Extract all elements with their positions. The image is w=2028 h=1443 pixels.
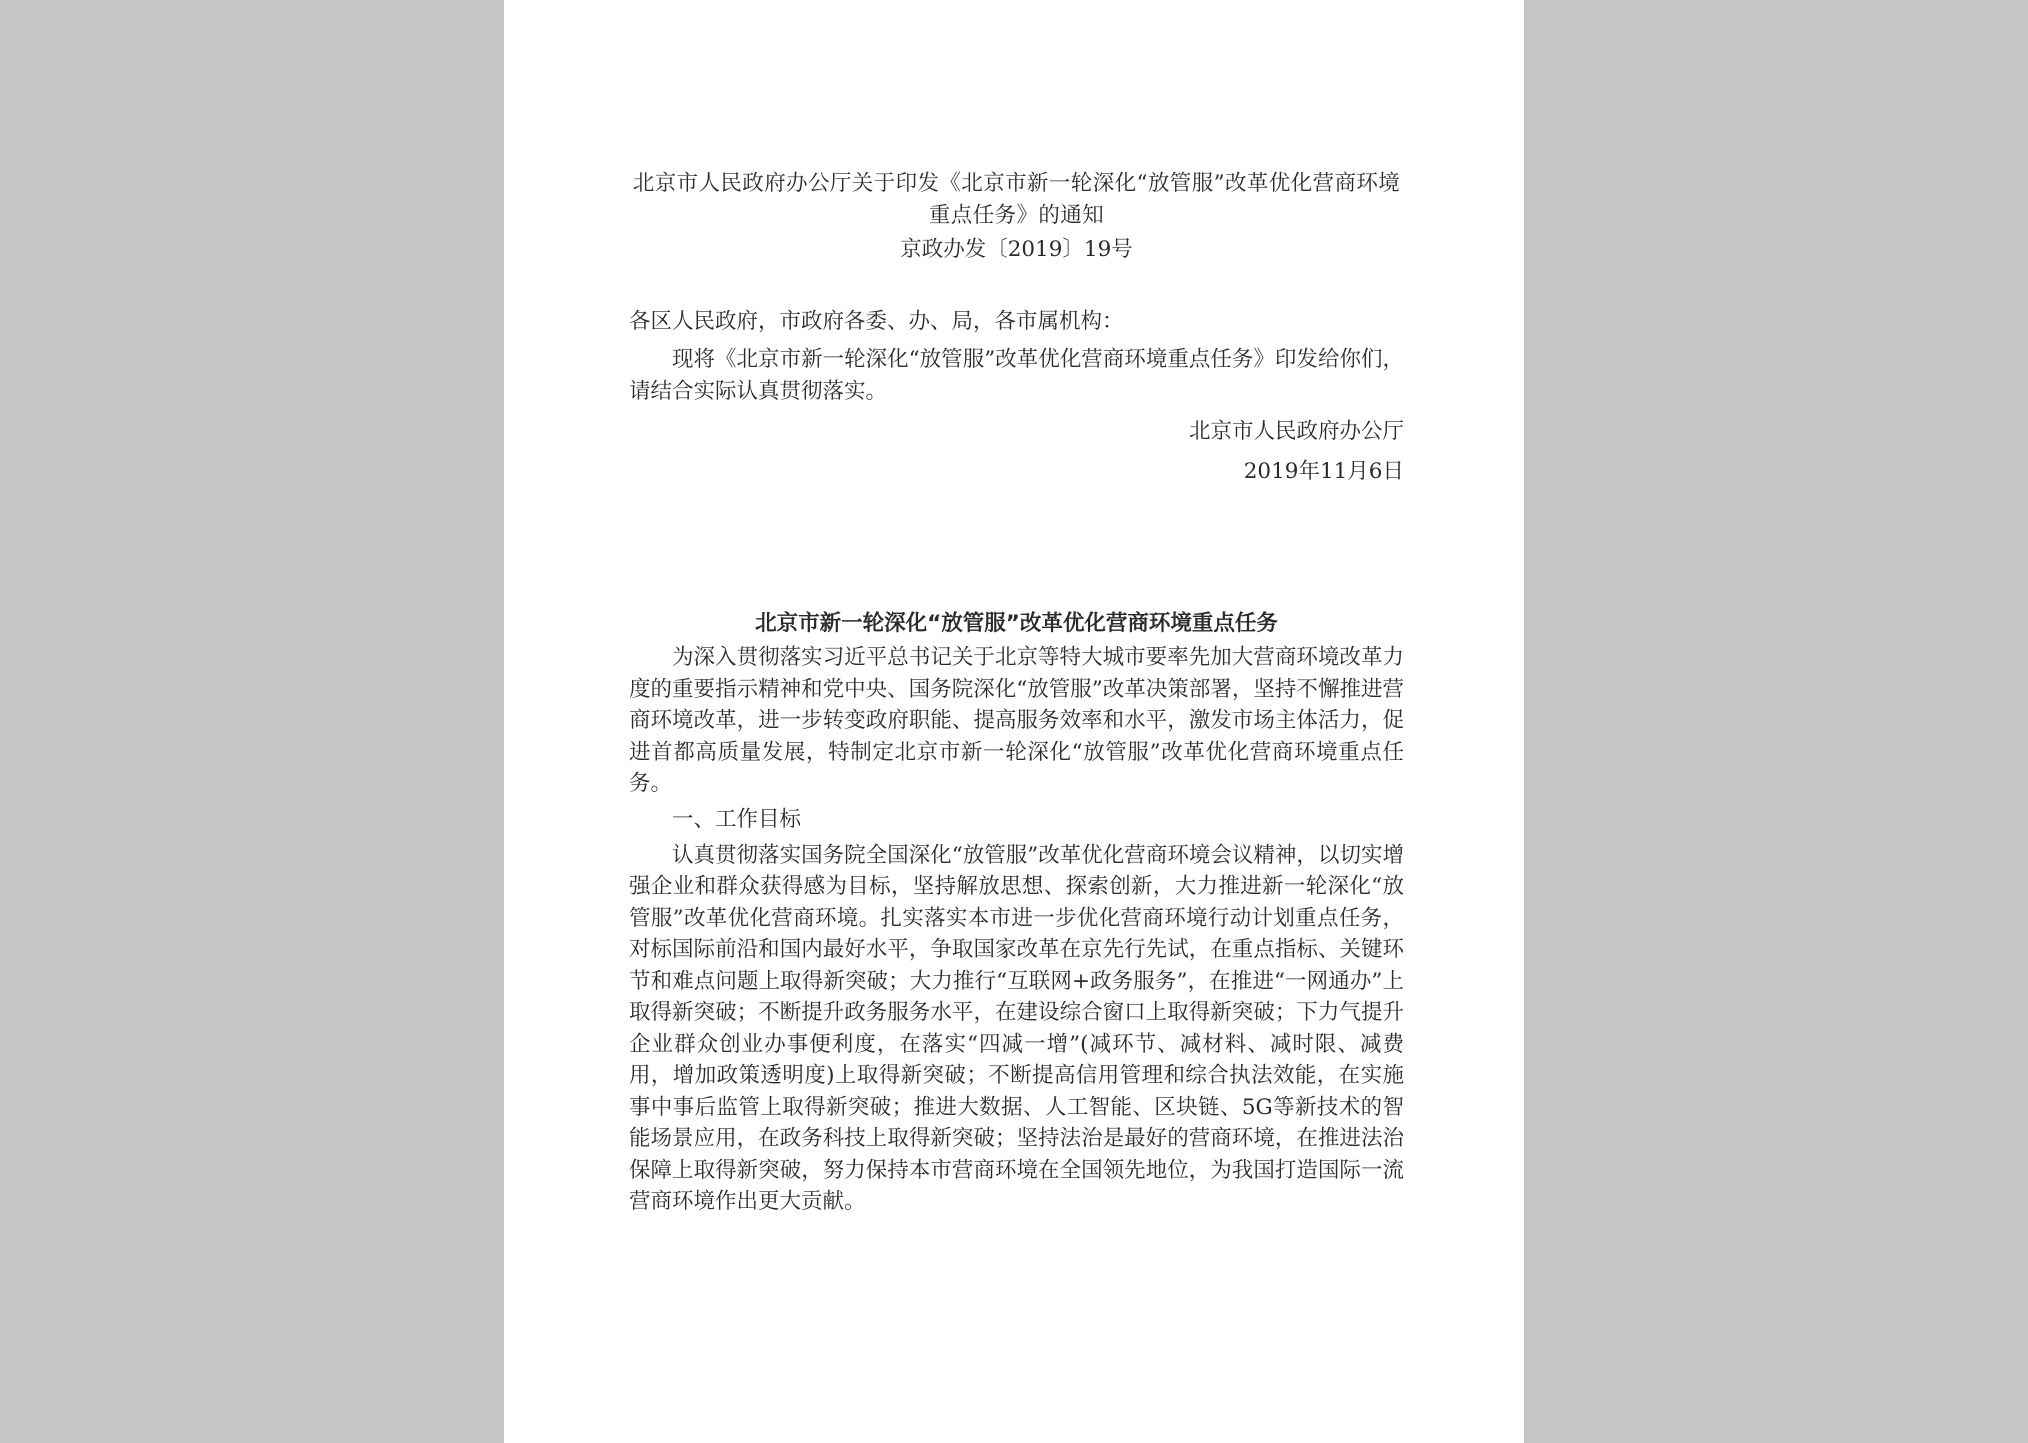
issuer-signature: 北京市人民政府办公厅	[1188, 419, 1404, 444]
addressee: 各区人民政府，市政府各委、办、局，各市属机构：	[629, 309, 1124, 334]
section-heading-goals: 一、工作目标	[672, 806, 802, 832]
notice-title: 北京市人民政府办公厅关于印发《北京市新一轮深化“放管服”改革优化营商环境重点任务》的通知	[632, 171, 1401, 228]
notice-body: 现将《北京市新一轮深化“放管服”改革优化营商环境重点任务》印发给你们，请结合实际认真贯彻落实。	[629, 347, 1404, 404]
attachment-intro: 为深入贯彻落实习近平总书记关于北京等特大城市要率先加大营商环境改革力度的重要指示精神和党中央、国务院深化“放管服”改革决策部署，坚持不懈推进营商环境改革，进一步转变政府职能、提高服务效率和水平，激发市场主体活力，促进首都高质量发展，特制定北京市新一轮深化“放管服”改革优化营商环境重点任务。	[629, 645, 1404, 796]
attachment-title: 北京市新一轮深化“放管服”改革优化营商环境重点任务	[755, 611, 1278, 636]
document-page	[504, 0, 1524, 1443]
section-body-goals: 认真贯彻落实国务院全国深化“放管服”改革优化营商环境会议精神，以切实增强企业和群众获得感为目标，坚持解放思想、探索创新，大力推进新一轮深化“放管服”改革优化营商环境。扎实落实本市进一步优化营商环境行动计划重点任务，对标国际前沿和国内最好水平，争取国家改革在京先行先试，在重点指标、关键环节和难点问题上取得新突破；大力推行“互联网+政务服务”，在推进“一网通办”上取得新突破；不断提升政务服务水平，在建设综合窗口上取得新突破；下力气提升企业群众创业办事便利度，在落实“四减一增”(减环节、减材料、减时限、减费用，增加政策透明度)上取得新突破；不断提高信用管理和综合执法效能，在实施事中事后监管上取得新突破；推进大数据、人工智能、区块链、5G等新技术的智能场景应用，在政务科技上取得新突破；坚持法治是最好的营商环境，在推进法治保障上取得新突破，努力保持本市营商环境在全国领先地位，为我国打造国际一流营商环境作出更大贡献。	[629, 842, 1404, 1214]
document-content	[629, 168, 1404, 1218]
issue-date: 2019年11月6日	[1243, 459, 1404, 484]
document-number: 京政办发〔2019〕19号	[900, 237, 1133, 262]
